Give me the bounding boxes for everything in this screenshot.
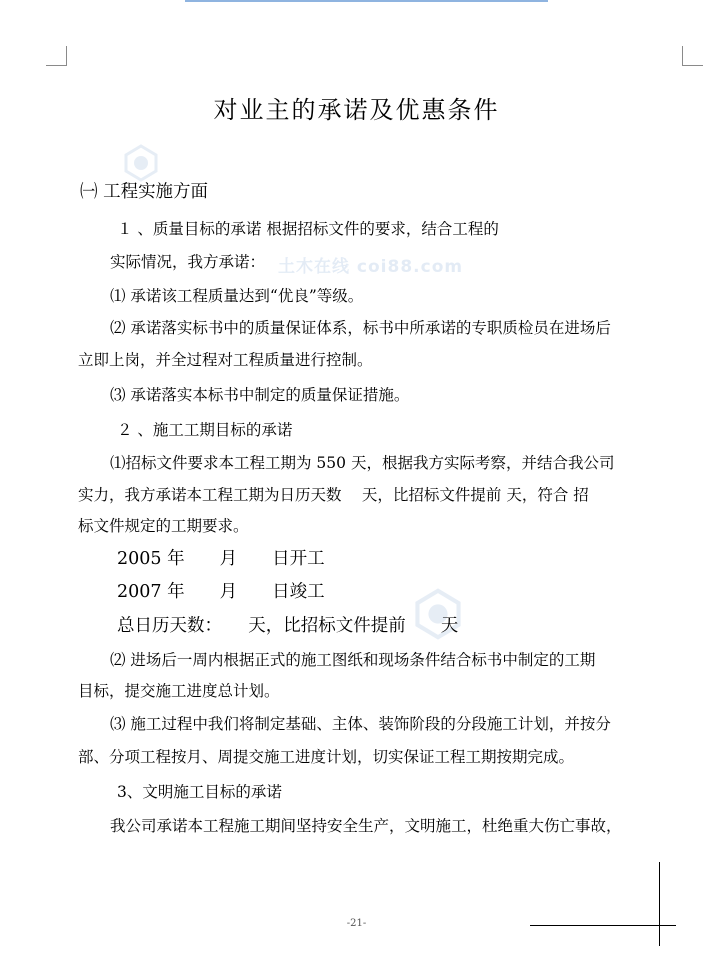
watermark-logo-icon (122, 144, 160, 182)
item1-point1: ⑴ 承诺该工程质量达到“优良”等级。 (110, 287, 364, 305)
item2-point1-cont: 实力，我方承诺本工程工期为日历天数 天，比招标文件提前 天，符合 招 (78, 486, 589, 504)
item3-heading: 3、文明施工目标的承诺 (117, 783, 282, 801)
item1-text: 实际情况，我方承诺： (110, 253, 266, 271)
item2-point2: ⑵ 进场后一周内根据正式的施工图纸和现场条件结合标书中制定的工期 (110, 651, 596, 669)
crop-mark-bottom-right (659, 862, 660, 946)
page-number: -21- (346, 918, 367, 929)
page-title: 对业主的承诺及优惠条件 (213, 96, 500, 124)
item1-point2: ⑵ 承诺落实标书中的质量保证体系，标书中所承诺的专职质检员在进场后 (110, 319, 611, 337)
item1-point2-cont: 立即上岗，并全过程对工程质量进行控制。 (78, 351, 373, 369)
crop-mark-top-left (66, 46, 67, 66)
item3-text: 我公司承诺本工程施工期间坚持安全生产，文明施工，杜绝重大伤亡事故， (110, 817, 622, 835)
item2-point1: ⑴招标文件要求本工程工期为 550 天，根据我方实际考察，并结合我公司 (110, 454, 615, 472)
section-heading: ㈠ 工程实施方面 (80, 182, 209, 202)
total-days: 总日历天数： 天，比招标文件提前 天 (117, 616, 459, 636)
item1-point3: ⑶ 承诺落实本标书中制定的质量保证措施。 (110, 386, 410, 404)
crop-mark-top-right (682, 46, 683, 66)
watermark-text: 土木在线 coi88.com (278, 257, 464, 277)
item2-point1-cont: 标文件规定的工期要求。 (78, 517, 249, 535)
item1-heading: １ 、质量目标的承诺 根据招标文件的要求，结合工程的 (117, 220, 499, 238)
crop-mark-top-left (46, 65, 67, 66)
item2-heading: ２ 、施工工期目标的承诺 (117, 421, 293, 439)
top-accent-bar (185, 0, 548, 2)
crop-mark-top-right (682, 65, 703, 66)
start-date: 2005 年 月 日开工 (117, 549, 325, 569)
item2-point3: ⑶ 施工过程中我们将制定基础、主体、装饰阶段的分段施工计划，并按分 (110, 715, 611, 733)
item2-point3-cont: 部、分项工程按月、周提交施工进度计划，切实保证工程工期按期完成。 (78, 748, 575, 766)
end-date: 2007 年 月 日竣工 (117, 582, 325, 602)
item2-point2-cont: 目标，提交施工进度总计划。 (78, 682, 280, 700)
